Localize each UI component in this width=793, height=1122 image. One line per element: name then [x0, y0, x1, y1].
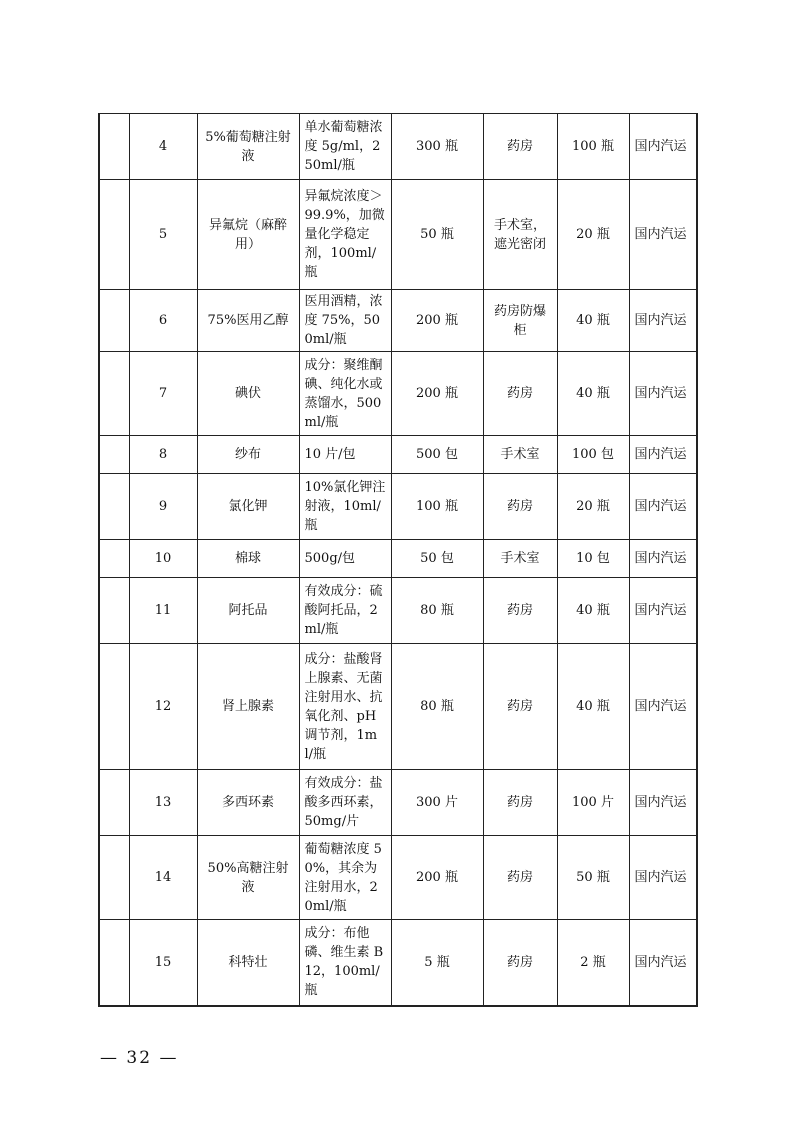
drug-specification-cell: 成分：聚维酮碘、纯化水或蒸馏水，500ml/瓶	[299, 352, 391, 436]
reserve-quantity-cell: 40 瓶	[557, 352, 629, 436]
transport-method-cell: 国内汽运	[629, 540, 697, 578]
blank-category-cell	[99, 836, 129, 920]
blank-category-cell	[99, 290, 129, 352]
transport-method-cell: 国内汽运	[629, 436, 697, 474]
transport-method-cell: 国内汽运	[629, 180, 697, 290]
drug-specification-cell: 单水葡萄糖浓度 5g/ml，250ml/瓶	[299, 114, 391, 180]
storage-location-cell: 药房	[483, 644, 557, 770]
stock-quantity-cell: 200 瓶	[391, 352, 483, 436]
drug-name-cell: 棉球	[197, 540, 299, 578]
drug-name-cell: 异氟烷（麻醉用）	[197, 180, 299, 290]
drug-name-cell: 科特壮	[197, 920, 299, 1006]
drug-name-cell: 75%医用乙醇	[197, 290, 299, 352]
table-row	[99, 920, 697, 1006]
drug-specification-cell: 成分：布他磷、维生素 B12，100ml/瓶	[299, 920, 391, 1006]
storage-location-cell: 手术室	[483, 436, 557, 474]
reserve-quantity-cell: 40 瓶	[557, 290, 629, 352]
storage-location-cell: 手术室	[483, 540, 557, 578]
drug-name-cell: 纱布	[197, 436, 299, 474]
reserve-quantity-cell: 10 包	[557, 540, 629, 578]
reserve-quantity-cell: 20 瓶	[557, 180, 629, 290]
reserve-quantity-cell: 40 瓶	[557, 644, 629, 770]
stock-quantity-cell: 200 瓶	[391, 836, 483, 920]
table-row	[99, 540, 697, 578]
storage-location-cell: 药房	[483, 770, 557, 836]
row-number-cell: 11	[129, 578, 197, 644]
drug-name-cell: 肾上腺素	[197, 644, 299, 770]
storage-location-cell: 药房	[483, 474, 557, 540]
drug-specification-cell: 葡萄糖浓度 50%，其余为注射用水，20ml/瓶	[299, 836, 391, 920]
blank-category-cell	[99, 578, 129, 644]
blank-category-cell	[99, 474, 129, 540]
transport-method-cell: 国内汽运	[629, 836, 697, 920]
stock-quantity-cell: 300 瓶	[391, 114, 483, 180]
table-row	[99, 114, 697, 180]
blank-category-cell	[99, 644, 129, 770]
blank-category-cell	[99, 436, 129, 474]
stock-quantity-cell: 5 瓶	[391, 920, 483, 1006]
reserve-quantity-cell: 50 瓶	[557, 836, 629, 920]
table-row	[99, 578, 697, 644]
row-number-cell: 15	[129, 920, 197, 1006]
drug-specification-cell: 10%氯化钾注射液，10ml/瓶	[299, 474, 391, 540]
row-number-cell: 7	[129, 352, 197, 436]
drug-specification-cell: 500g/包	[299, 540, 391, 578]
table-row	[99, 436, 697, 474]
blank-category-cell	[99, 352, 129, 436]
row-number-cell: 6	[129, 290, 197, 352]
reserve-quantity-cell: 100 瓶	[557, 114, 629, 180]
blank-category-cell	[99, 180, 129, 290]
medical-supplies-table	[98, 113, 698, 1007]
transport-method-cell: 国内汽运	[629, 474, 697, 540]
stock-quantity-cell: 50 瓶	[391, 180, 483, 290]
stock-quantity-cell: 300 片	[391, 770, 483, 836]
stock-quantity-cell: 80 瓶	[391, 578, 483, 644]
drug-name-cell: 5%葡萄糖注射液	[197, 114, 299, 180]
transport-method-cell: 国内汽运	[629, 770, 697, 836]
drug-name-cell: 碘伏	[197, 352, 299, 436]
row-number-cell: 5	[129, 180, 197, 290]
page-number: — 32 —	[100, 1048, 179, 1068]
table-row	[99, 474, 697, 540]
reserve-quantity-cell: 100 包	[557, 436, 629, 474]
row-number-cell: 10	[129, 540, 197, 578]
stock-quantity-cell: 100 瓶	[391, 474, 483, 540]
drug-specification-cell: 10 片/包	[299, 436, 391, 474]
transport-method-cell: 国内汽运	[629, 644, 697, 770]
reserve-quantity-cell: 2 瓶	[557, 920, 629, 1006]
stock-quantity-cell: 500 包	[391, 436, 483, 474]
storage-location-cell: 药房	[483, 114, 557, 180]
blank-category-cell	[99, 920, 129, 1006]
storage-location-cell: 手术室，遮光密闭	[483, 180, 557, 290]
row-number-cell: 12	[129, 644, 197, 770]
transport-method-cell: 国内汽运	[629, 114, 697, 180]
table-row	[99, 290, 697, 352]
drug-name-cell: 氯化钾	[197, 474, 299, 540]
blank-category-cell	[99, 114, 129, 180]
storage-location-cell: 药房	[483, 352, 557, 436]
transport-method-cell: 国内汽运	[629, 920, 697, 1006]
drug-specification-cell: 医用酒精，浓度 75%，500ml/瓶	[299, 290, 391, 352]
reserve-quantity-cell: 20 瓶	[557, 474, 629, 540]
table-row	[99, 352, 697, 436]
storage-location-cell: 药房	[483, 836, 557, 920]
blank-category-cell	[99, 540, 129, 578]
transport-method-cell: 国内汽运	[629, 290, 697, 352]
row-number-cell: 14	[129, 836, 197, 920]
drug-name-cell: 50%高糖注射液	[197, 836, 299, 920]
row-number-cell: 8	[129, 436, 197, 474]
storage-location-cell: 药房	[483, 578, 557, 644]
drug-specification-cell: 异氟烷浓度＞99.9%，加微量化学稳定剂，100ml/瓶	[299, 180, 391, 290]
transport-method-cell: 国内汽运	[629, 578, 697, 644]
stock-quantity-cell: 80 瓶	[391, 644, 483, 770]
row-number-cell: 13	[129, 770, 197, 836]
table-row	[99, 644, 697, 770]
drug-name-cell: 多西环素	[197, 770, 299, 836]
table-row	[99, 770, 697, 836]
stock-quantity-cell: 50 包	[391, 540, 483, 578]
row-number-cell: 4	[129, 114, 197, 180]
table-row	[99, 180, 697, 290]
blank-category-cell	[99, 770, 129, 836]
stock-quantity-cell: 200 瓶	[391, 290, 483, 352]
drug-specification-cell: 有效成分：硫酸阿托品，2ml/瓶	[299, 578, 391, 644]
row-number-cell: 9	[129, 474, 197, 540]
transport-method-cell: 国内汽运	[629, 352, 697, 436]
drug-specification-cell: 成分：盐酸肾上腺素、无菌注射用水、抗氧化剂、pH 调节剂，1ml/瓶	[299, 644, 391, 770]
table-row	[99, 836, 697, 920]
table-body	[99, 114, 697, 1006]
storage-location-cell: 药房防爆柜	[483, 290, 557, 352]
storage-location-cell: 药房	[483, 920, 557, 1006]
drug-specification-cell: 有效成分：盐酸多西环素，50mg/片	[299, 770, 391, 836]
reserve-quantity-cell: 40 瓶	[557, 578, 629, 644]
drug-name-cell: 阿托品	[197, 578, 299, 644]
reserve-quantity-cell: 100 片	[557, 770, 629, 836]
